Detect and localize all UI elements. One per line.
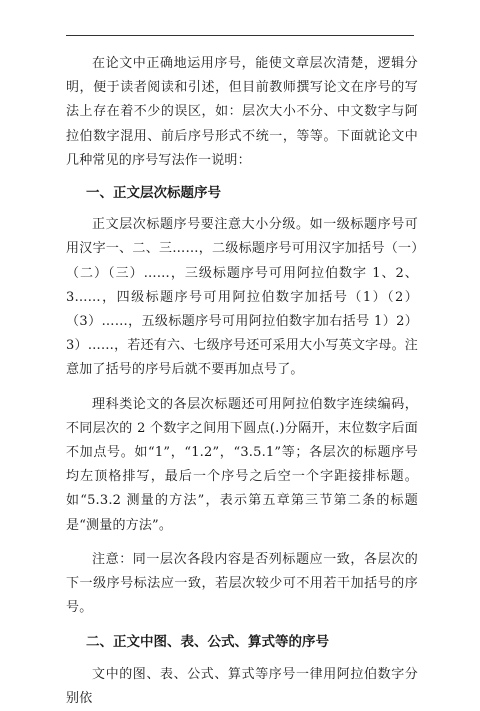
section-1-heading: 一、正文层次标题序号 <box>86 185 221 202</box>
section-1-paragraph-2: 理科类论文的各层次标题还可用阿拉伯数字连续编码，不同层次的 2 个数字之间用下圆点(.)分隔开，末位数字后面不加点号。如“1”，“1.2”，“3.5.1”等；各层次的标题序号均左顶格排写，最后一个序号之后空一个字距接排标题。如“5.3.2 测量的方法”，表示第五章第三节第二条的标题是“测量的方法”。 <box>66 396 418 533</box>
section-1-paragraph-1: 正文层次标题序号要注意大小分级。如一级标题序号可用汉字一、二、三……，二级标题序号可用汉字加括号（一）（二）（三）……，三级标题序号可用阿拉伯数字 1、2、3……，四级标题序号可用阿拉伯数字加括号（1）（2）（3）……，五级标题序号可用阿拉伯数字加右括号 1）2）3）……，若还有六、七级序号还可采用大小写英文字母。注意加了括号的序号后就不要再加点号了。 <box>66 217 418 378</box>
header-rule <box>66 35 414 36</box>
section-2-paragraph-1: 文中的图、表、公式、算式等序号一律用阿拉伯数字分别依 <box>66 666 418 706</box>
section-1-paragraph-3: 注意：同一层次各段内容是否列标题应一致，各层次的下一级序号标法应一致，若层次较少可不用若干加括号的序号。 <box>66 551 418 616</box>
intro-paragraph: 在论文中正确地运用序号，能使文章层次清楚，逻辑分明，便于读者阅读和引述，但目前教师撰写论文在序号的写法上存在着不少的误区，如：层次大小不分、中文数字与阿拉伯数字混用、前后序号形式不统一，等等。下面就论文中几种常见的序号写法作一说明： <box>66 56 418 168</box>
section-2-heading: 二、正文中图、表、公式、算式等的序号 <box>86 634 329 651</box>
document-body <box>66 52 418 711</box>
